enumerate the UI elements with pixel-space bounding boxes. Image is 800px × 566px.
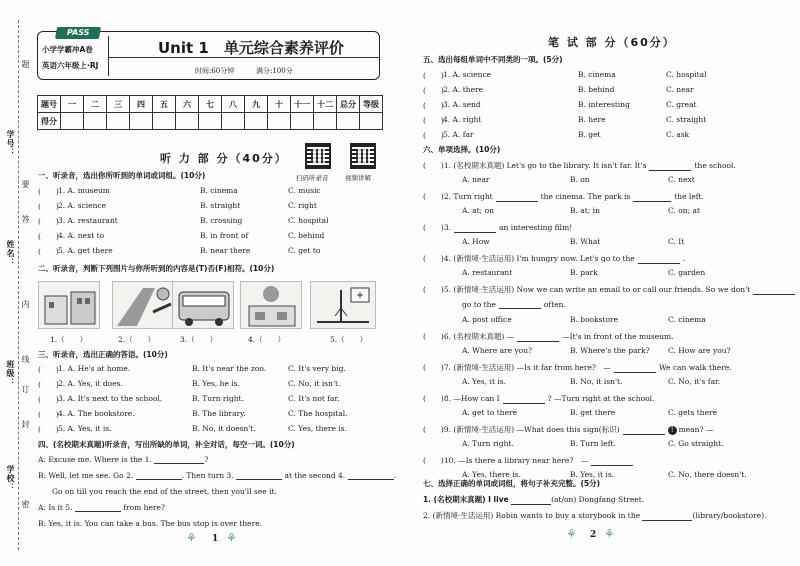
question-8 xyxy=(423,393,654,404)
question-blank[interactable] xyxy=(496,194,538,202)
answer-paren[interactable]: ( ) xyxy=(423,285,444,294)
margin-label: 题 xyxy=(21,60,30,69)
blank-1[interactable] xyxy=(154,456,204,464)
option-text: A. How xyxy=(462,237,490,246)
qr-video-caption: 视频讲解 xyxy=(345,174,371,182)
margin-label: 内 xyxy=(21,300,30,309)
answer-paren[interactable]: ( ) xyxy=(423,332,444,341)
option-text: B. get xyxy=(578,130,601,139)
option-text: B. cinema xyxy=(578,70,616,79)
question-text: the left. xyxy=(674,192,704,201)
score-input-cell[interactable] xyxy=(107,113,130,130)
option-text: A. Turn right. xyxy=(462,439,514,448)
option-text: C. It's not far. xyxy=(288,394,340,403)
option-text: 4. A. The bookstore. xyxy=(58,409,135,418)
answer-paren[interactable]: ( ) xyxy=(423,86,444,95)
option-text: B. Yes, he is. xyxy=(192,379,240,388)
dialogue-line-1: A: Excuse me. Where is the 1. ? xyxy=(38,455,209,464)
option-text: 1. A. museum xyxy=(58,186,110,195)
s7-line-2: 2. (新情境·生活运用) Robin wants to buy a storybook in the (library/bookstore). xyxy=(423,511,767,520)
answer-paren[interactable]: ( ) xyxy=(423,161,444,170)
score-header-cell: 一 xyxy=(61,96,84,113)
qr-audio-caption: 扫码听录音 xyxy=(296,174,329,182)
option-text: C. Yes, there is. xyxy=(288,424,347,433)
margin-label: 封 xyxy=(21,420,30,429)
option-text: B. bookstore xyxy=(570,315,619,324)
score-input-cell[interactable] xyxy=(291,113,314,130)
option-text: B. near there xyxy=(200,246,251,255)
option-text: B. Yes, it is. xyxy=(570,470,615,479)
blank-4[interactable] xyxy=(348,472,394,480)
judgement-answer[interactable]: 4.（ ） xyxy=(248,335,286,344)
option-text: C. It's very big. xyxy=(288,364,346,373)
option-text: 4. A. next to xyxy=(58,231,105,240)
question-blank[interactable] xyxy=(633,194,671,202)
score-header-cell: 六 xyxy=(176,96,199,113)
option-text: C. great xyxy=(666,100,697,109)
option-text: A. Yes, it is. xyxy=(462,377,506,386)
qr-code-audio[interactable] xyxy=(305,143,331,169)
question-text: —It's in front of the museum. xyxy=(562,332,674,341)
dialogue-line-2: B: Well, let me see. Go 2. . Then turn 3. at the second 4. . xyxy=(38,471,396,480)
answer-paren[interactable]: ( ) xyxy=(38,217,59,226)
option-text: B. Turn right. xyxy=(192,394,244,403)
question-10 xyxy=(423,455,636,466)
question-9 xyxy=(423,424,713,435)
question-text: go to the xyxy=(462,300,496,309)
option-text: 2. A. Yes, it does. xyxy=(58,379,123,388)
option-text: C. right xyxy=(288,201,317,210)
blank-2[interactable] xyxy=(136,472,182,480)
answer-paren[interactable]: ( ) xyxy=(423,425,444,434)
question-text: . xyxy=(682,254,686,263)
option-text: 3. A. send xyxy=(443,100,481,109)
option-text: A. Yes, there is. xyxy=(462,470,521,479)
option-text: C. No, it's far. xyxy=(668,377,721,386)
option-text: B. What xyxy=(570,237,601,246)
option-text: 5. A. far xyxy=(443,130,474,139)
score-input-cell[interactable] xyxy=(176,113,199,130)
answer-paren[interactable]: ( ) xyxy=(38,425,59,434)
name-label: 姓名： xyxy=(6,240,16,267)
margin-label: 线 xyxy=(21,355,30,364)
question-text: ? —Turn right at the school. xyxy=(547,394,655,403)
option-text: C. music xyxy=(288,186,321,195)
score-header-cell: 二 xyxy=(84,96,107,113)
option-text: A. Where are you? xyxy=(462,346,533,355)
question-blank[interactable] xyxy=(753,287,795,295)
option-text: C. straight xyxy=(666,115,707,124)
option-text: B. Turn left. xyxy=(570,439,616,448)
option-text: B. at; in xyxy=(570,206,600,215)
score-header-cell: 九 xyxy=(245,96,268,113)
picture-bookstore xyxy=(240,281,302,329)
question-text: 3. xyxy=(443,223,452,232)
answer-paren[interactable]: ( ) xyxy=(423,363,444,372)
score-table xyxy=(37,95,383,130)
answer-paren[interactable]: ( ) xyxy=(38,202,59,211)
section-5-title: 五、选出每组单词中不同类的一项。(5分) xyxy=(423,55,563,64)
answer-paren[interactable]: ( ) xyxy=(423,101,444,110)
question-text: 4. (新情境·生活运用) I'm hungry now. Let's go to the xyxy=(443,254,635,263)
section-4-title: 四、(名校期末真题)听录音，写出所缺的单词，补全对话，每空一词。(10分) xyxy=(38,440,295,449)
question-3 xyxy=(423,222,572,233)
option-text: C. Go straight. xyxy=(668,439,724,448)
option-text: C. get to xyxy=(288,246,321,255)
margin-label: 订 xyxy=(21,385,30,394)
option-text: C. near xyxy=(666,85,694,94)
dialogue-line-4: A: Is it 5. from here? xyxy=(38,503,165,512)
question-blank[interactable] xyxy=(591,458,633,466)
margin-label: 要 xyxy=(21,180,30,189)
question-7 xyxy=(423,362,732,373)
option-text: C. next xyxy=(668,175,695,184)
option-text: B. in front of xyxy=(200,231,249,240)
score-label-cell: 得分 xyxy=(38,113,61,130)
option-text: 4. A. right xyxy=(443,115,482,124)
answer-paren[interactable]: ( ) xyxy=(38,187,59,196)
question-5-cont xyxy=(462,300,566,309)
section-7-title: 七、选择正确的单词或词组，将句子补充完整。(5分) xyxy=(423,479,601,488)
student-number-label: 学号： xyxy=(6,130,16,157)
question-text: an interesting film! xyxy=(499,223,573,232)
picture-bus xyxy=(172,281,234,329)
option-text: C. behind xyxy=(288,231,325,240)
option-text: B. crossing xyxy=(200,216,243,225)
option-text: B. It's near the zoo. xyxy=(192,364,267,373)
option-text: C. No, there doesn't. xyxy=(668,470,747,479)
score-header-cell: 题号 xyxy=(38,96,61,113)
school-label: 学校： xyxy=(6,465,16,492)
header-divider xyxy=(108,36,109,76)
tree-icon: ⚘ xyxy=(566,527,577,541)
option-text: C. hospital xyxy=(666,70,707,79)
option-text: B. The library. xyxy=(192,409,246,418)
picture-museum xyxy=(38,281,100,329)
question-blank[interactable] xyxy=(517,334,559,342)
score-header-cell: 十二 xyxy=(314,96,337,113)
answer-paren[interactable]: ( ) xyxy=(38,232,59,241)
tree-icon: ⚘ xyxy=(604,527,615,541)
answer-paren[interactable]: ( ) xyxy=(38,410,59,419)
question-5 xyxy=(423,284,798,295)
question-text: 5. (新情境·生活运用) Now we can write an email to or call our friends. So we don't xyxy=(443,285,751,294)
question-blank[interactable] xyxy=(499,301,541,309)
judgement-answer[interactable]: 3.（ ） xyxy=(180,335,218,344)
score-header-cell: 等级 xyxy=(360,96,383,113)
question-blank[interactable] xyxy=(623,427,665,435)
answer-paren[interactable]: ( ) xyxy=(423,456,444,465)
question-text: 9. (新情境·生活运用) —What does this sign(标识) xyxy=(443,425,620,434)
option-text: C. gets there xyxy=(668,408,718,417)
full-score: 满分:100分 xyxy=(256,67,293,75)
s7-line-1: 1. (名校期末真题) I live (at/on) Dongfang Street. xyxy=(423,495,645,504)
option-text: A. post office xyxy=(462,315,512,324)
option-text: B. interesting xyxy=(578,100,630,109)
question-text: 8. —How can I xyxy=(443,394,500,403)
question-2 xyxy=(423,191,704,202)
option-text: B. park xyxy=(570,268,598,277)
option-text: C. How are you? xyxy=(668,346,731,355)
score-header-cell: 十一 xyxy=(291,96,314,113)
section-3-title: 三、听录音，选出正确的答语。(10分) xyxy=(38,350,168,359)
option-text: C. It xyxy=(668,237,685,246)
warning-sign-icon: ! xyxy=(668,426,677,435)
question-text: 2. Turn right xyxy=(443,192,493,201)
score-header-cell: 八 xyxy=(222,96,245,113)
score-header-cell: 五 xyxy=(153,96,176,113)
question-blank[interactable] xyxy=(503,396,545,404)
blank-5[interactable] xyxy=(75,504,121,512)
option-text: 5. A. get there xyxy=(58,246,113,255)
page-title: Unit 1 单元综合素养评价 xyxy=(158,39,344,57)
answer-paren[interactable]: ( ) xyxy=(423,71,444,80)
book-name: 英语六年级上·RJ xyxy=(42,61,99,70)
s7-blank-2[interactable] xyxy=(642,513,692,521)
judgement-answer[interactable]: 5.（ ） xyxy=(330,335,368,344)
header-rule xyxy=(108,57,380,58)
dialogue-line-3: Go on till you reach the end of the street, then you'll see it. xyxy=(52,487,277,496)
answer-paren[interactable]: ( ) xyxy=(38,395,59,404)
option-text: 3. A. restaurant xyxy=(58,216,118,225)
answer-paren[interactable]: ( ) xyxy=(423,254,444,263)
option-text: C. hospital xyxy=(288,216,329,225)
judgement-answer[interactable]: 2.（ ） xyxy=(118,335,156,344)
score-header-cell: 七 xyxy=(199,96,222,113)
s7-blank-1[interactable] xyxy=(511,497,551,505)
question-1 xyxy=(423,160,736,171)
score-header-cell: 十 xyxy=(268,96,291,113)
section-6-title: 六、单项选择。(10分) xyxy=(423,145,501,154)
question-text: 10. —Is there a library near here? — xyxy=(443,456,589,465)
question-6 xyxy=(423,331,674,342)
score-input-cell[interactable] xyxy=(84,113,107,130)
tree-icon: ⚘ xyxy=(226,531,237,545)
margin-label: 密 xyxy=(21,500,30,509)
option-text: C. on; at xyxy=(668,206,700,215)
option-text: C. The hospital. xyxy=(288,409,348,418)
written-heading: 笔 试 部 分（60分） xyxy=(548,36,676,49)
option-text: C. garden xyxy=(668,268,706,277)
question-text: the cinema. The park is xyxy=(540,192,631,201)
option-text: B. get there xyxy=(570,408,616,417)
option-text: B. No, it isn't. xyxy=(570,377,623,386)
question-blank[interactable] xyxy=(649,163,691,171)
listening-heading: 听 力 部 分（40分） xyxy=(160,152,288,165)
answer-paren[interactable]: ( ) xyxy=(38,365,59,374)
question-text: 7. (新情境·生活运用) —Is it far from here? — xyxy=(443,363,611,372)
option-text: A. restaurant xyxy=(462,268,513,277)
option-text: B. Where's the park? xyxy=(570,346,650,355)
option-text: B. behind xyxy=(578,85,615,94)
option-text: C. No, it isn't. xyxy=(288,379,341,388)
option-text: 3. A. It's next to the school. xyxy=(58,394,163,403)
answer-paren[interactable]: ( ) xyxy=(38,380,59,389)
option-text: 5. A. Yes, it is. xyxy=(58,424,112,433)
question-text: We can walk there. xyxy=(658,363,732,372)
picture-crossing xyxy=(112,281,174,329)
question-text: mean? — xyxy=(678,425,714,434)
score-input-cell[interactable] xyxy=(61,113,84,130)
question-blank[interactable] xyxy=(638,256,680,264)
dialogue-line-5: B: Yes, it is. You can take a bus. The bus stop is over there. xyxy=(38,519,263,528)
answer-paren[interactable]: ( ) xyxy=(38,247,59,256)
score-input-cell[interactable] xyxy=(222,113,245,130)
score-input-cell[interactable] xyxy=(130,113,153,130)
question-text: often. xyxy=(543,300,566,309)
score-input-cell[interactable] xyxy=(360,113,383,130)
answer-paren[interactable]: ( ) xyxy=(423,131,444,140)
score-header-cell: 总分 xyxy=(337,96,360,113)
score-input-cell[interactable] xyxy=(153,113,176,130)
judgement-answer[interactable]: 1.（ ） xyxy=(50,335,88,344)
option-text: C. ask xyxy=(666,130,690,139)
score-header-cell: 三 xyxy=(107,96,130,113)
option-text: B. here xyxy=(578,115,606,124)
question-text: the school. xyxy=(694,161,736,170)
answer-paren[interactable]: ( ) xyxy=(423,192,444,201)
page-number-right: 2 xyxy=(590,530,597,540)
option-text: B. No, it doesn't. xyxy=(192,424,256,433)
time-limit: 时间:60分钟 xyxy=(195,67,235,75)
class-label: 班级： xyxy=(6,360,16,387)
score-input-cell[interactable] xyxy=(314,113,337,130)
option-text: 1. A. science xyxy=(443,70,492,79)
section-2-title: 二、听录音，判断下列图片与你所听到的内容是(T)否(F)相符。(10分) xyxy=(38,264,275,273)
answer-paren[interactable]: ( ) xyxy=(423,394,444,403)
option-text: B. straight xyxy=(200,201,241,210)
tree-icon: ⚘ xyxy=(186,531,197,545)
option-text: A. get to there xyxy=(462,408,518,417)
option-text: 1. A. He's at home. xyxy=(58,364,131,373)
option-text: A. at; on xyxy=(462,206,494,215)
score-input-cell[interactable] xyxy=(337,113,360,130)
question-blank[interactable] xyxy=(614,365,656,373)
margin-label: 答 xyxy=(21,215,30,224)
option-text: A. near xyxy=(462,175,490,184)
score-input-cell[interactable] xyxy=(199,113,222,130)
answer-paren[interactable]: ( ) xyxy=(423,116,444,125)
pass-logo: PASS xyxy=(55,27,101,39)
question-text: 1. (名校期末真题) Let's go to the library. It isn't far. It's xyxy=(443,161,647,170)
score-header-cell: 四 xyxy=(130,96,153,113)
question-text: 6. (名校期末真题) — xyxy=(443,332,515,341)
series-name: 小学学霸冲A卷 xyxy=(42,45,93,54)
option-text: B. cinema xyxy=(200,186,238,195)
answer-paren[interactable]: ( ) xyxy=(423,223,444,232)
option-text: C. cinema xyxy=(668,315,706,324)
question-4 xyxy=(423,253,685,264)
score-input-cell[interactable] xyxy=(268,113,291,130)
option-text: 2. A. science xyxy=(58,201,107,210)
picture-map xyxy=(310,281,376,329)
option-text: B. on xyxy=(570,175,590,184)
page-number-left: 1 xyxy=(212,534,219,544)
option-text: 2. A. there xyxy=(443,85,484,94)
blank-3[interactable] xyxy=(236,472,282,480)
binding-line xyxy=(18,20,19,550)
qr-code-video[interactable] xyxy=(350,143,376,169)
question-blank[interactable] xyxy=(454,225,496,233)
score-input-cell[interactable] xyxy=(245,113,268,130)
section-1-title: 一、听录音，选出你所听到的单词或词组。(10分) xyxy=(38,171,206,180)
